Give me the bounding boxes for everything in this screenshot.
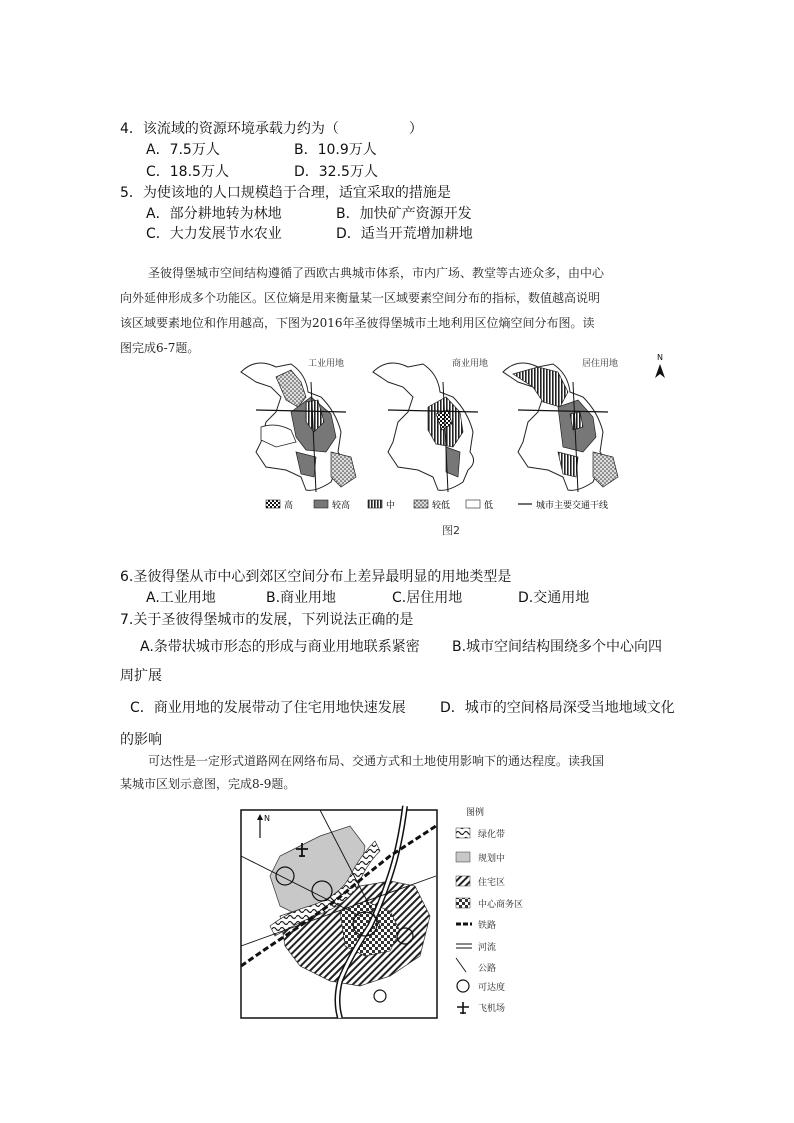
q6-option-c: C.居住用地 xyxy=(392,590,463,606)
q5-stem: 5．为使该地的人口规模趋于合理，适宜采取的措施是 xyxy=(120,185,451,201)
map-residential xyxy=(503,363,618,492)
city-zoning-map xyxy=(240,806,540,1020)
map-title-industrial: 工业用地 xyxy=(308,359,345,369)
q7-option-b-continued: 周扩展 xyxy=(120,668,162,684)
legend-label-medium: 中 xyxy=(386,501,396,511)
q7-option-a: A.条带状城市形态的形成与商业用地联系紧密 xyxy=(140,639,420,655)
q4-option-a: A．7.5万人 xyxy=(146,142,220,158)
q7-option-b: B.城市空间结构围绕多个中心向四 xyxy=(452,639,663,655)
legend-green-belt: 绿化带 xyxy=(478,830,506,840)
legend-label-fairly-high: 较高 xyxy=(332,501,351,511)
passage1-line4: 图完成6-7题。 xyxy=(120,341,200,355)
legend-airport: 飞机场 xyxy=(478,1004,506,1014)
north-label: N xyxy=(264,814,270,823)
passage2-line1: 可达性是一定形式道路网在网络布局、交通方式和土地使用影响下的通达程度。读我国 xyxy=(148,754,605,768)
q4-option-d: D．32.5万人 xyxy=(294,164,378,180)
q7-option-d-continued: 的影响 xyxy=(120,732,162,748)
figure2-caption: 图2 xyxy=(442,524,460,537)
north-arrow-icon xyxy=(655,364,665,378)
legend-swatch-low xyxy=(466,500,480,508)
q5-option-b: B．加快矿产资源开发 xyxy=(336,206,472,222)
q6-stem: 6.圣彼得堡从市中心到郊区空间分布上差异最明显的用地类型是 xyxy=(120,569,512,585)
legend-label-fairly-low: 较低 xyxy=(432,501,451,511)
q6-option-d: D.交通用地 xyxy=(518,590,590,606)
figure2 xyxy=(236,352,663,542)
legend-railway: 铁路 xyxy=(478,921,497,931)
legend-river: 河流 xyxy=(478,943,497,953)
passage1-line3: 该区域要素地位和作用越高，下图为2016年圣彼得堡城市土地利用区位熵空间分布图。读 xyxy=(120,316,595,330)
map-industrial xyxy=(241,363,356,492)
q4-option-b: B．10.9万人 xyxy=(294,142,377,158)
map-title-residential: 居住用地 xyxy=(582,359,619,369)
land-use-maps xyxy=(236,352,663,522)
map-title-commercial: 商业用地 xyxy=(452,359,489,369)
q4-option-c: C．18.5万人 xyxy=(146,164,229,180)
legend-highway: 公路 xyxy=(478,964,497,974)
q7-option-d: D．城市的空间格局深受当地地域文化 xyxy=(440,700,675,716)
legend-planned: 规划中 xyxy=(478,854,506,864)
legend-cbd: 中心商务区 xyxy=(478,900,524,910)
legend-swatch-fairly-high xyxy=(314,500,328,508)
passage1-line1: 圣彼得堡城市空间结构遵循了西欧古典城市体系，市内广场、教堂等古迹众多，由中心 xyxy=(148,266,605,280)
q4-stem: 4．该流域的资源环境承载力约为（ ） xyxy=(120,121,423,137)
legend-accessibility: 可达度 xyxy=(478,983,506,993)
passage2-line2: 某城市区划示意图，完成8-9题。 xyxy=(120,777,296,791)
north-label: N xyxy=(657,353,663,362)
legend-title: 图例 xyxy=(466,808,485,818)
legend-swatch-fairly-low xyxy=(414,500,428,508)
passage1-line2: 向外延伸形成多个功能区。区位熵是用来衡量某一区域要素空间分布的指标，数值越高说明 xyxy=(120,291,601,305)
q6-option-a: A.工业用地 xyxy=(146,590,216,606)
legend-residential: 住宅区 xyxy=(478,878,506,888)
q6-option-b: B.商业用地 xyxy=(266,590,337,606)
legend-label-low: 低 xyxy=(484,501,494,511)
q5-option-a: A．部分耕地转为林地 xyxy=(146,206,282,222)
figure3 xyxy=(240,806,540,1020)
legend-swatch-high xyxy=(266,500,280,508)
q5-option-d: D．适当开荒增加耕地 xyxy=(336,226,473,242)
q5-option-c: C．大力发展节水农业 xyxy=(146,226,282,242)
legend-swatch-medium xyxy=(368,500,382,508)
map-commercial xyxy=(373,363,478,492)
q7-stem: 7.关于圣彼得堡城市的发展，下列说法正确的是 xyxy=(120,612,414,628)
legend-label-high: 高 xyxy=(284,501,294,511)
q7-option-c: C．商业用地的发展带动了住宅用地快速发展 xyxy=(130,700,406,716)
legend-label-road: 城市主要交通干线 xyxy=(536,501,609,511)
